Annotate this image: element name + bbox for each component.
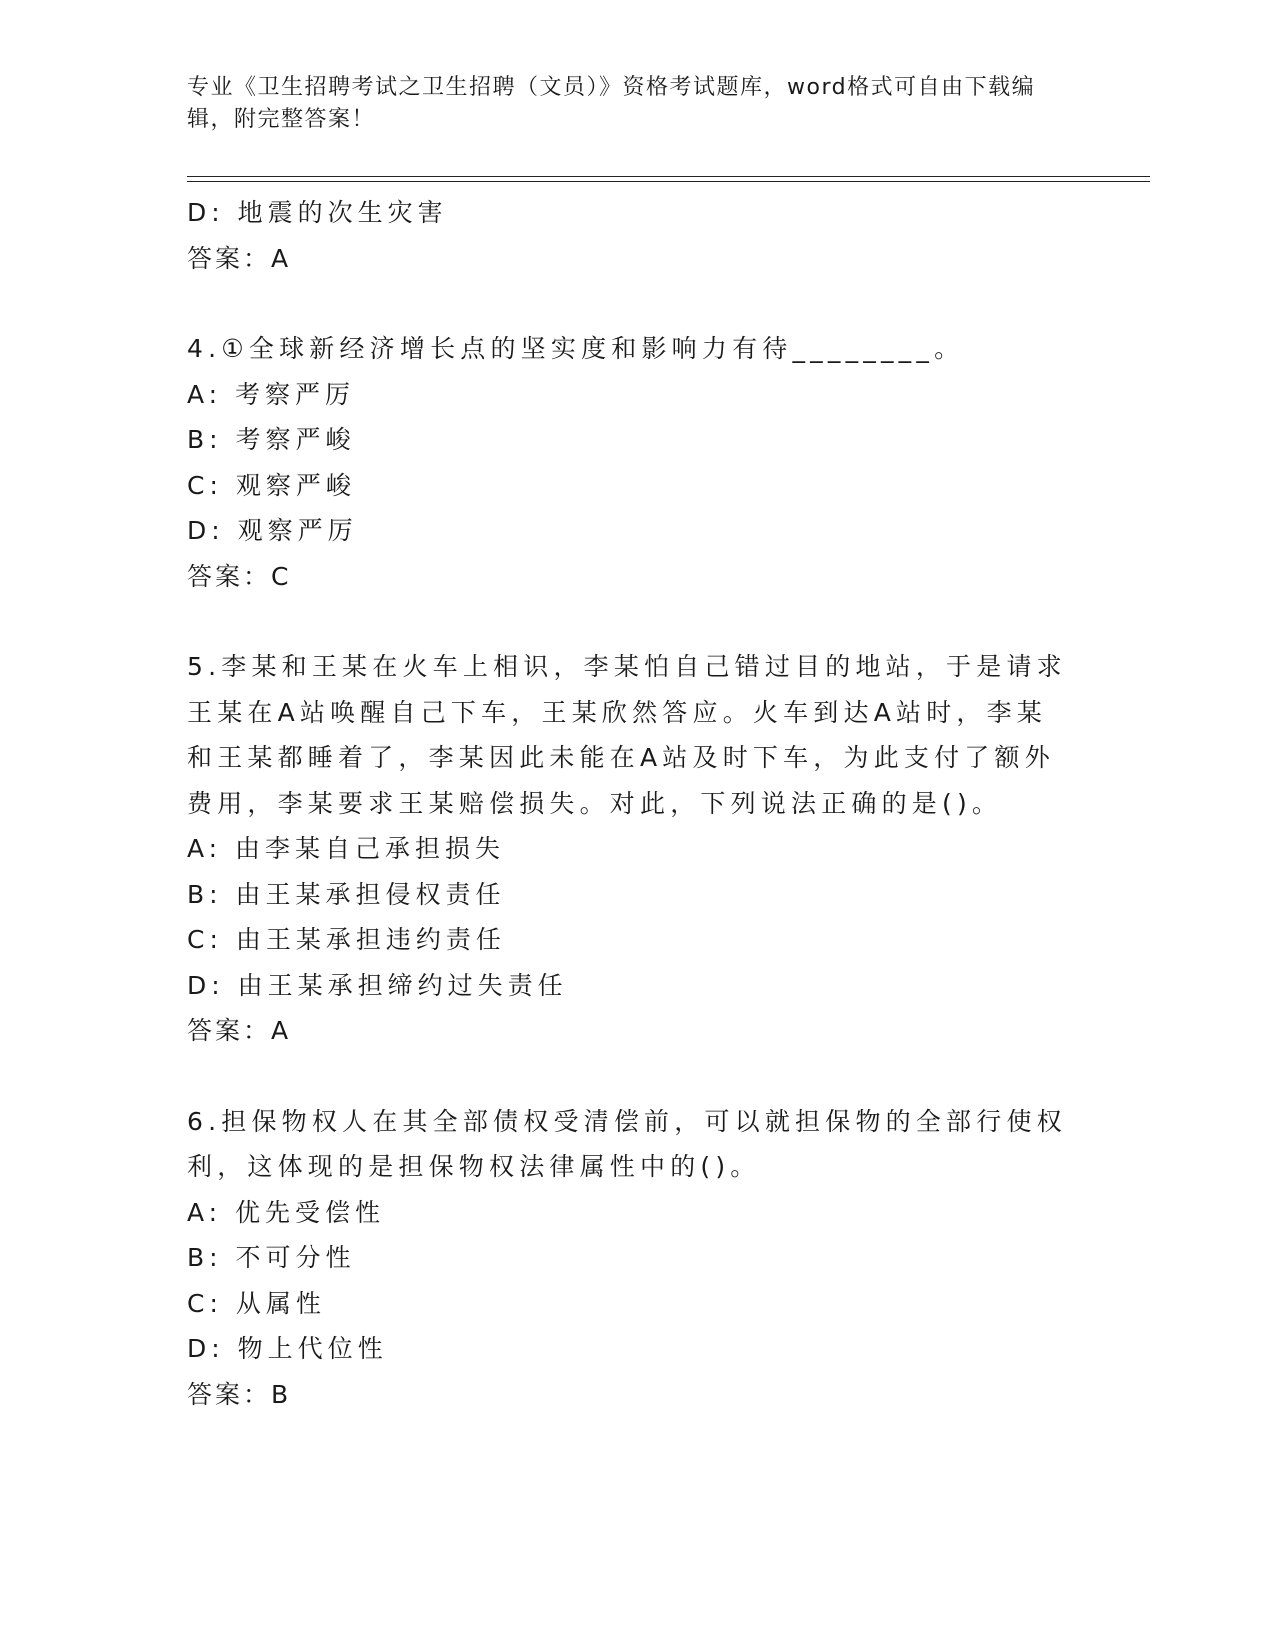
spacer (187, 281, 1067, 326)
header-divider-top (187, 176, 1150, 177)
option-d: D: 观察严厉 (187, 516, 358, 545)
question-5 (187, 644, 1067, 1054)
question-stem: 4.①全球新经济增长点的坚实度和影响力有待________。 (187, 334, 965, 363)
prev-answer: 答案：A (187, 243, 292, 273)
spacer (187, 1054, 1067, 1099)
prev-option-d: D: 地震的次生灾害 (187, 198, 448, 227)
option-a: A: 由李某自己承担损失 (187, 834, 506, 863)
option-b: B: 考察严峻 (187, 425, 356, 454)
option-c: C: 从属性 (187, 1288, 326, 1318)
answer: 答案：B (187, 1379, 292, 1409)
option-b: B: 不可分性 (187, 1243, 356, 1272)
option-a: A: 考察严厉 (187, 379, 356, 409)
option-d: D: 由王某承担缔约过失责任 (187, 970, 568, 1000)
document-header: 专业《卫生招聘考试之卫生招聘（文员）》资格考试题库，word格式可自由下载编辑，附完整答案！ (187, 75, 1036, 132)
question-stem: 6.担保物权人在其全部债权受清偿前，可以就担保物的全部行使权利，这体现的是担保物权法律属性中的()。 (187, 1106, 1067, 1181)
header-divider-bottom (187, 181, 1150, 182)
question-content (187, 190, 1067, 1417)
question-4 (187, 326, 1067, 599)
option-c: C: 由王某承担违约责任 (187, 925, 506, 954)
answer: 答案：C (187, 561, 292, 591)
question-stem: 5.李某和王某在火车上相识，李某怕自己错过目的地站，于是请求王某在A站唤醒自己下车，王某欣然答应。火车到达A站时，李某和王某都睡着了，李某因此未能在A站及时下车，为此支付了额外费用，李某要求王某赔偿损失。对此，下列说法正确的是()。 (187, 652, 1067, 818)
option-c: C: 观察严峻 (187, 470, 356, 500)
spacer (187, 599, 1067, 644)
option-a: A: 优先受偿性 (187, 1197, 386, 1227)
answer: 答案：A (187, 1016, 292, 1045)
option-d: D: 物上代位性 (187, 1334, 388, 1363)
option-b: B: 由王某承担侵权责任 (187, 879, 506, 909)
question-6 (187, 1099, 1067, 1418)
